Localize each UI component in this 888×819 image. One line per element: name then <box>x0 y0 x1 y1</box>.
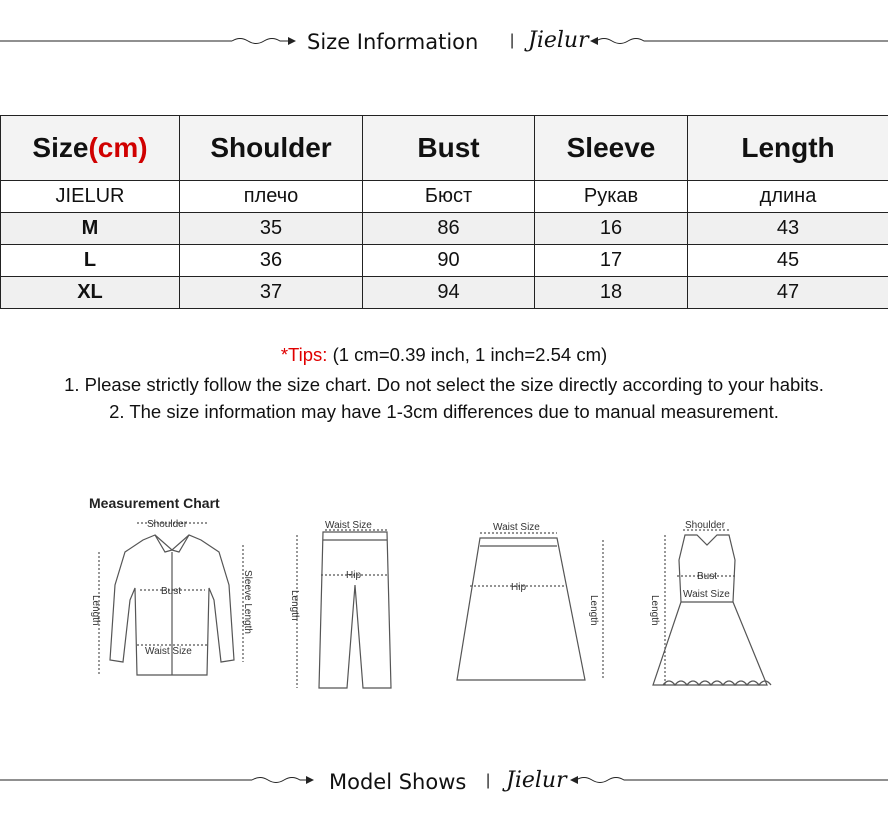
title-separator: | <box>486 772 491 789</box>
brand-name: Jielur <box>528 28 589 53</box>
skirt-diagram <box>457 533 603 680</box>
table-cell: Рукав <box>535 181 688 213</box>
table-cell: L <box>1 245 180 277</box>
table-cell: JIELUR <box>1 181 180 213</box>
header-length: Length <box>688 116 888 181</box>
table-cell: плечо <box>180 181 363 213</box>
dress-shoulder-label: Shoulder <box>685 520 726 531</box>
skirt-length-label: Length <box>588 595 599 626</box>
table-row <box>1 277 888 309</box>
header-shoulder: Shoulder <box>180 116 363 181</box>
table-cell: 35 <box>180 213 363 245</box>
shirt-bust-label: Bust <box>161 586 182 597</box>
brand-name: Jielur <box>506 768 567 793</box>
header-size: Size(cm) <box>1 116 180 181</box>
size-information-header <box>0 22 888 62</box>
table-cell: длина <box>688 181 888 213</box>
skirt-waist-label: Waist Size <box>493 522 540 533</box>
table-cell: 86 <box>363 213 535 245</box>
measurement-chart-title: Measurement Chart <box>89 495 220 511</box>
dress-bust-label: Bust <box>697 571 718 582</box>
shirt-waist-label: Waist Size <box>145 646 192 657</box>
table-cell: Бюст <box>363 181 535 213</box>
table-cell: 37 <box>180 277 363 309</box>
table-cell: 18 <box>535 277 688 309</box>
table-cell: 90 <box>363 245 535 277</box>
table-header-row <box>1 116 888 181</box>
table-row <box>1 245 888 277</box>
tips-line-2: 2. The size information may have 1-3cm differences due to manual measurement. <box>109 401 779 422</box>
dress-length-label: Length <box>649 595 660 626</box>
table-cell: 94 <box>363 277 535 309</box>
pants-hip-label: Hip <box>346 570 362 581</box>
title-separator: | <box>510 32 515 49</box>
dress-waist-label: Waist Size <box>683 589 730 600</box>
table-cell: 43 <box>688 213 888 245</box>
header-sleeve: Sleeve <box>535 116 688 181</box>
table-cell: 47 <box>688 277 888 309</box>
measurement-chart-diagram <box>85 490 785 700</box>
pants-length-label: Length <box>289 590 300 621</box>
shirt-shoulder-label: Shoulder <box>147 519 188 530</box>
tips-line-1: 1. Please strictly follow the size chart. Do not select the size directly according to your habits. <box>64 374 824 395</box>
section-title: Size Information <box>307 30 479 54</box>
model-shows-header <box>0 762 888 802</box>
section-title: Model Shows <box>329 770 467 794</box>
shirt-sleeve-label: Sleeve Length <box>242 570 253 634</box>
header-bust: Bust <box>363 116 535 181</box>
pants-diagram <box>297 530 391 688</box>
size-table <box>0 115 888 309</box>
tips-conversion <box>0 344 888 366</box>
table-cell: 16 <box>535 213 688 245</box>
table-cell: M <box>1 213 180 245</box>
table-row <box>1 181 888 213</box>
table-cell: 17 <box>535 245 688 277</box>
table-cell: 45 <box>688 245 888 277</box>
tips-prefix: *Tips: <box>280 344 328 365</box>
table-cell: 36 <box>180 245 363 277</box>
skirt-hip-label: Hip <box>511 582 527 593</box>
dress-diagram <box>653 530 771 685</box>
tips-conversion-text: (1 cm=0.39 inch, 1 inch=2.54 cm) <box>327 344 608 365</box>
pants-waist-label: Waist Size <box>325 520 372 531</box>
table-cell: XL <box>1 277 180 309</box>
unit-label: (cm) <box>88 132 148 163</box>
table-row <box>1 213 888 245</box>
shirt-length-label: Length <box>90 595 101 626</box>
